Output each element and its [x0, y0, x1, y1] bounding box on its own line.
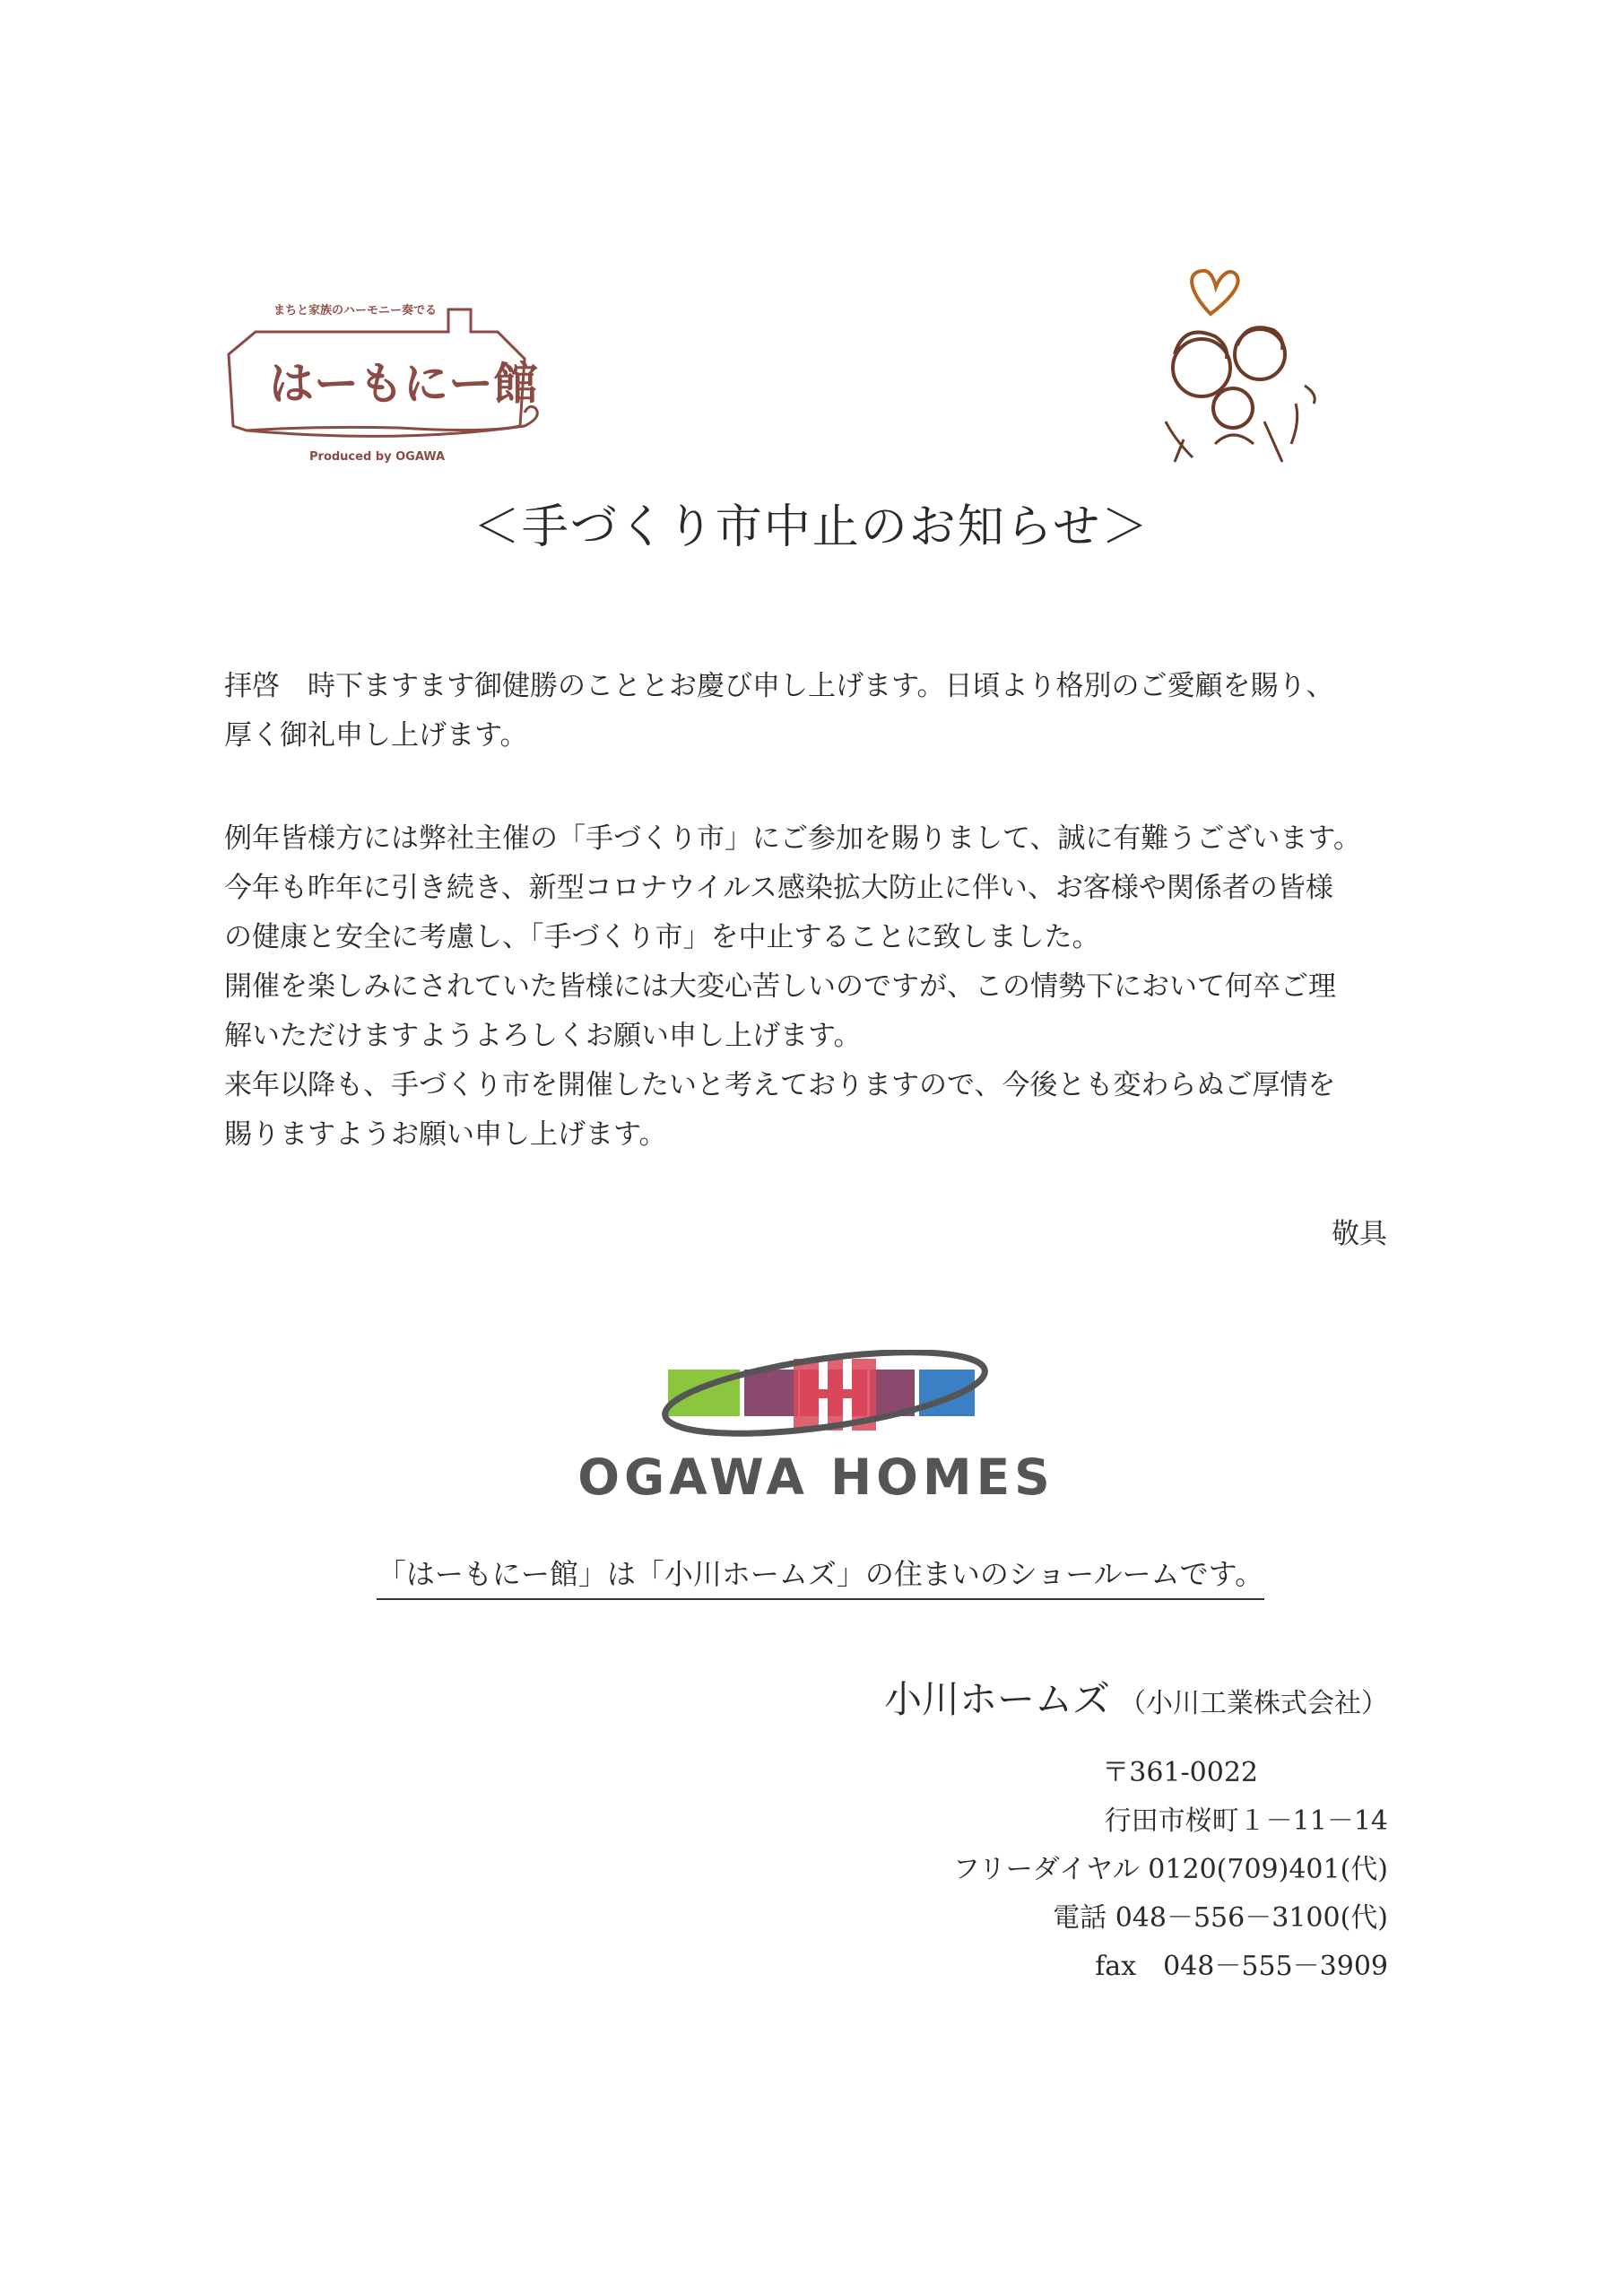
paragraph-greeting [224, 662, 1417, 761]
paragraph-announcement [224, 814, 1417, 1160]
body-line: 厚く御礼申し上げます。 [224, 719, 528, 752]
body-line: 今年も昨年に引き続き、新型コロナウイルス感染拡大防止に伴い、お客様や関係者の皆様 [224, 872, 1333, 904]
harmony-kan-logo [220, 291, 551, 471]
company-brand-name: 小川ホームズ [883, 1677, 1110, 1721]
postal-code: 〒361-0022 [1102, 1757, 1258, 1788]
logo-tagline: まちと家族のハーモニー奏でる [273, 304, 438, 317]
fax-number: 048－555－3909 [1163, 1951, 1388, 1982]
fax-label: fax [1095, 1951, 1137, 1982]
showroom-note: 「はーもにー館」は「小川ホームズ」の住まいのショールームです。 [377, 1552, 1264, 1600]
letter-body [224, 662, 1417, 1160]
document-title: ＜手づくり市中止のお知らせ＞ [473, 500, 1150, 554]
address-block [760, 1749, 1388, 1991]
logo-produced-by: Produced by OGAWA [309, 450, 446, 464]
body-line: 開催を楽しみにされていた皆様には大変心苦しいのですが、この情勢下において何卒ご理 [224, 970, 1336, 1003]
free-dial-number: フリーダイヤル 0120(709)401(代) [952, 1854, 1388, 1885]
body-line: 例年皆様方には弊社主催の「手づくり市」にご参加を賜りまして、誠に有難うございます。 [224, 822, 1361, 855]
house-outline-icon [220, 291, 551, 471]
ogawa-homes-wordmark: OGAWA HOMES [577, 1448, 1055, 1506]
body-line: の健康と安全に考慮し、「手づくり市」を中止することに致しました。 [224, 921, 1100, 953]
fax-row [760, 1943, 1388, 1991]
closing-word: 敬具 [1332, 1218, 1387, 1250]
body-line: 来年以降も、手づくり市を開催したいと考えておりますので、今後とも変わらぬご厚情を [224, 1069, 1336, 1101]
body-line: 解いただけますようよろしくお願い申し上げます。 [224, 1020, 862, 1052]
phone-number: 電話 048－556－3100(代) [1053, 1902, 1388, 1934]
company-legal-name: （小川工業株式会社） [1119, 1688, 1388, 1719]
logo-name: はーもにー館 [269, 358, 538, 410]
family-illustration [1148, 269, 1327, 471]
family-heart-icon [1148, 269, 1327, 471]
street-address: 行田市桜町１－11－14 [1104, 1805, 1388, 1837]
body-line: 拝啓 時下ますます御健勝のこととお慶び申し上げます。日頃より格別のご愛顧を賜り、 [224, 670, 1334, 702]
body-line: 賜りますようお願い申し上げます。 [224, 1118, 667, 1151]
company-name [884, 1670, 1388, 1724]
